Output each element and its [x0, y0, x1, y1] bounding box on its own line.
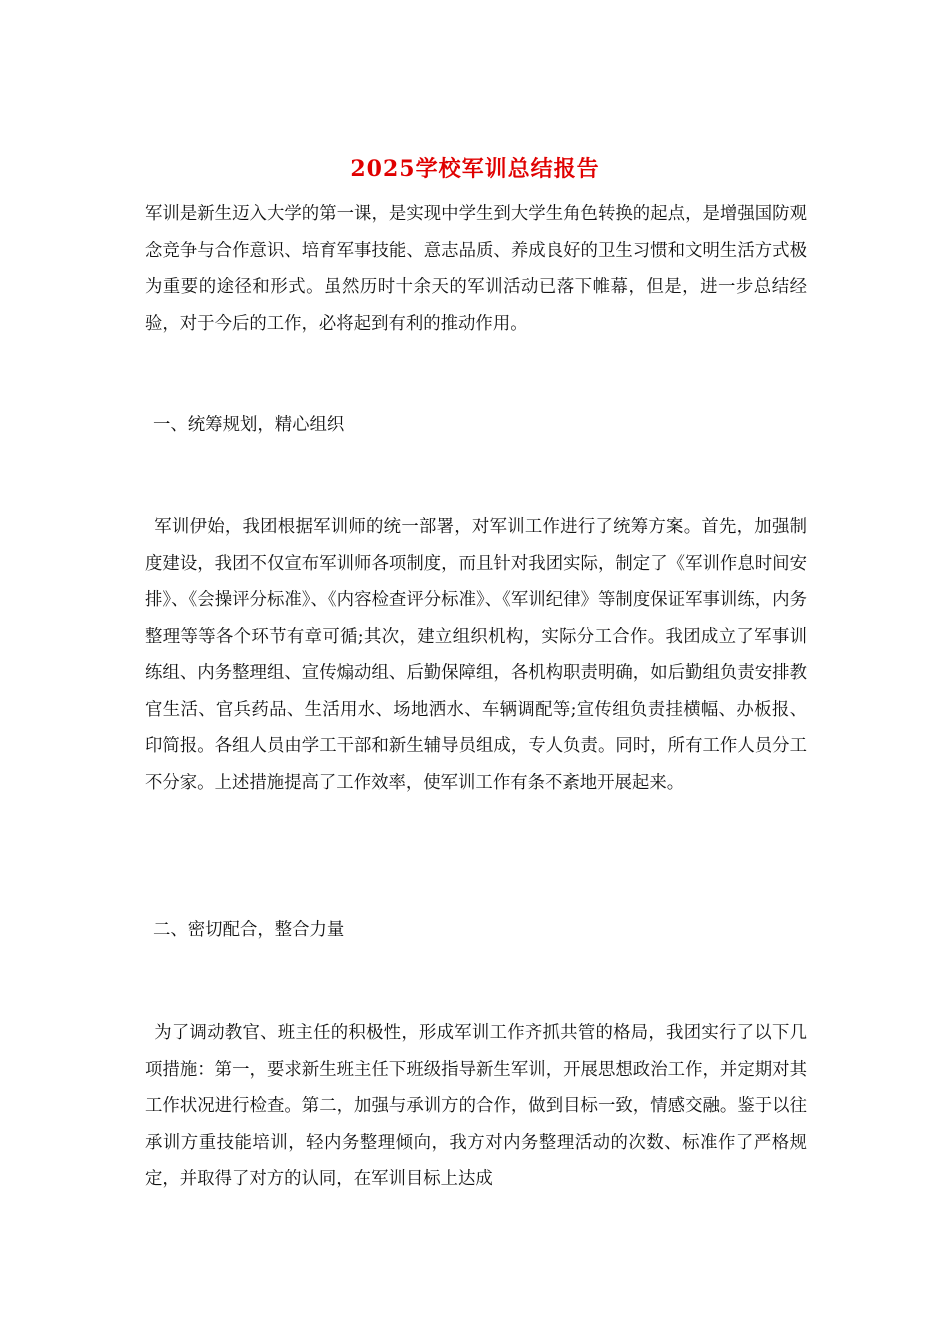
section-heading-2: 二、密切配合，整合力量: [153, 920, 345, 940]
document-title: 2025学校军训总结报告: [350, 156, 600, 182]
section-heading-1: 一、统筹规划，精心组织: [153, 415, 345, 435]
intro-paragraph: 军训是新生迈入大学的第一课，是实现中学生到大学生角色转换的起点，是增强国防观念竞争与合作意识、培育军事技能、意志品质、养成良好的卫生习惯和文明生活方式极为重要的途径和形式。虽然历时十余天的军训活动已落下帷幕，但是，进一步总结经验，对于今后的工作，必将起到有利的推动作用。: [145, 204, 807, 334]
section-2-paragraph: 为了调动教官、班主任的积极性，形成军训工作齐抓共管的格局，我团实行了以下几项措施：第一，要求新生班主任下班级指导新生军训，开展思想政治工作，并定期对其工作状况进行检查。第二，加强与承训方的合作，做到目标一致，情感交融。鉴于以往承训方重技能培训，轻内务整理倾向，我方对内务整理活动的次数、标准作了严格规定，并取得了对方的认同，在军训目标上达成: [145, 1023, 807, 1189]
section-1-paragraph: 军训伊始，我团根据军训师的统一部署，对军训工作进行了统筹方案。首先，加强制度建设，我团不仅宣布军训师各项制度，而且针对我团实际，制定了《军训作息时间安排》、《会操评分标准》、《内容检查评分标准》、《军训纪律》等制度保证军事训练，内务整理等等各个环节有章可循;其次，建立组织机构，实际分工合作。我团成立了军事训练组、内务整理组、宣传煽动组、后勤保障组，各机构职责明确，如后勤组负责安排教官生活、官兵药品、生活用水、场地洒水、车辆调配等;宣传组负责挂横幅、办板报、印简报。各组人员由学工干部和新生辅导员组成，专人负责。同时，所有工作人员分工不分家。上述措施提高了工作效率，使军训工作有条不紊地开展起来。: [145, 517, 807, 793]
